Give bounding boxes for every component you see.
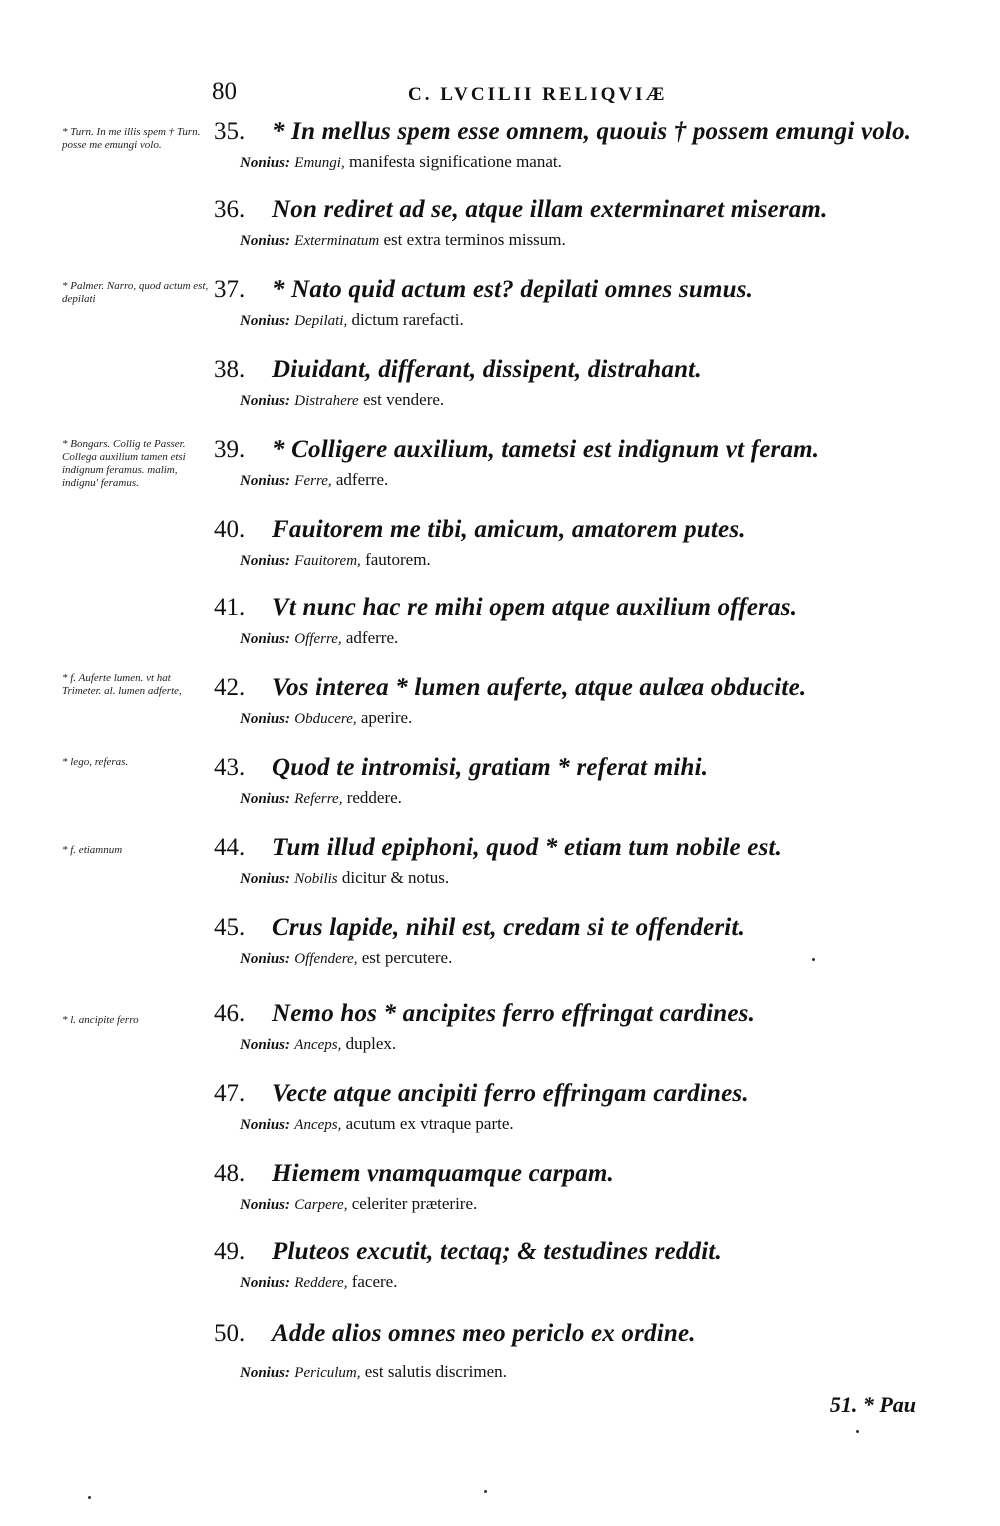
verse-text: Non rediret ad se, atque illam exterminaret miseram.: [272, 196, 828, 223]
nonius-gloss: [240, 1034, 954, 1054]
verse-text: * Nato quid actum est? depilati omnes sumus.: [272, 276, 754, 303]
gloss-lemma: Offerre,: [294, 631, 342, 647]
catchword: 51. * Pau: [829, 1392, 916, 1417]
margin-note: * Bongars. Collig te Passer. Collega auxilium tamen etsi indignum feramus. malim, indignu' feramus.: [62, 438, 186, 489]
gloss-lemma: Carpere,: [294, 1197, 348, 1213]
fragment-49: [214, 1238, 954, 1292]
gloss-text: dicitur & notus.: [341, 868, 450, 887]
nonius-gloss: [240, 948, 954, 968]
fragment-number: 49.: [214, 1238, 246, 1265]
fragment-41: [214, 594, 954, 648]
verse-text: Adde alios omnes meo periclo ex ordine.: [272, 1320, 696, 1347]
fragment-number: 42.: [214, 674, 246, 701]
fragment-40: [214, 516, 954, 570]
fragment-46: [214, 1000, 954, 1054]
verse-text: Pluteos excutit, tectaq; & testudines reddit.: [272, 1238, 722, 1265]
gloss-text: fautorem.: [365, 550, 431, 569]
fragment-number: 43.: [214, 754, 246, 781]
gloss-lemma: Emungi,: [294, 155, 345, 171]
fragment-number: 41.: [214, 594, 246, 621]
gloss-text: celeriter præterire.: [351, 1194, 478, 1213]
verse-text: Vos interea * lumen auferte, atque aulæa obducite.: [272, 674, 807, 701]
fragment-36: [214, 196, 954, 250]
gloss-text: est extra terminos missum.: [383, 230, 566, 249]
scan-speck: [88, 1496, 91, 1499]
gloss-text: aperire.: [360, 708, 413, 727]
gloss-lemma: Anceps,: [294, 1117, 342, 1133]
page-number: 80: [212, 78, 237, 105]
gloss-source: Nonius:: [240, 155, 291, 171]
verse-text: * In mellus spem esse omnem, quouis † possem emungi volo.: [272, 118, 912, 145]
nonius-gloss: [240, 868, 954, 888]
margin-note: * f. etiamnum: [62, 844, 123, 856]
gloss-lemma: Referre,: [294, 791, 343, 807]
gloss-source: Nonius:: [240, 711, 291, 727]
verse-text: Fauitorem me tibi, amicum, amatorem putes.: [272, 516, 746, 543]
gloss-text: adferre.: [345, 628, 399, 647]
verse-text: Nemo hos * ancipites ferro effringat cardines.: [272, 1000, 756, 1027]
fragment-number: 48.: [214, 1160, 246, 1187]
gloss-source: Nonius:: [240, 473, 291, 489]
verse-text: Hiemem vnamquamque carpam.: [272, 1160, 614, 1187]
scan-speck: [484, 1490, 487, 1493]
gloss-lemma: Exterminatum: [294, 233, 380, 249]
gloss-lemma: Fauitorem,: [294, 553, 361, 569]
gloss-lemma: Offendere,: [294, 951, 358, 967]
nonius-gloss: [240, 310, 954, 330]
fragment-number: 50.: [214, 1320, 246, 1347]
fragment-number: 38.: [214, 356, 246, 383]
gloss-lemma: Ferre,: [294, 473, 332, 489]
gloss-text: est percutere.: [361, 948, 453, 967]
nonius-gloss: [240, 1362, 954, 1382]
nonius-gloss: [240, 470, 954, 490]
gloss-lemma: Obducere,: [294, 711, 357, 727]
verse-text: Crus lapide, nihil est, credam si te offenderit.: [272, 914, 746, 941]
gloss-text: dictum rarefacti.: [351, 310, 464, 329]
fragment-38: [214, 356, 954, 410]
gloss-source: Nonius:: [240, 1037, 291, 1053]
gloss-source: Nonius:: [240, 1117, 291, 1133]
gloss-lemma: Reddere,: [294, 1275, 348, 1291]
verse-text: Vt nunc hac re mihi opem atque auxilium offeras.: [272, 594, 798, 621]
fragment-number: 40.: [214, 516, 246, 543]
gloss-lemma: Depilati,: [294, 313, 348, 329]
nonius-gloss: [240, 1194, 954, 1214]
margin-note: * Palmer. Narro, quod actum est, depilati: [62, 280, 209, 305]
gloss-source: Nonius:: [240, 553, 291, 569]
gloss-text: est vendere.: [362, 390, 445, 409]
fragment-47: [214, 1080, 954, 1134]
nonius-gloss: [240, 1272, 954, 1292]
gloss-lemma: Periculum,: [294, 1365, 361, 1381]
gloss-text: adferre.: [335, 470, 389, 489]
fragment-44: [214, 834, 954, 888]
gloss-source: Nonius:: [240, 631, 291, 647]
gloss-source: Nonius:: [240, 1275, 291, 1291]
nonius-gloss: [240, 1114, 954, 1134]
gloss-source: Nonius:: [240, 1365, 291, 1381]
gloss-source: Nonius:: [240, 1197, 291, 1213]
gloss-lemma: Anceps,: [294, 1037, 342, 1053]
fragment-number: 36.: [214, 196, 246, 223]
nonius-gloss: [240, 628, 954, 648]
gloss-lemma: Distrahere: [294, 393, 359, 409]
fragment-39: [214, 436, 954, 490]
fragment-43: [214, 754, 954, 808]
gloss-text: manifesta significatione manat.: [348, 152, 562, 171]
gloss-lemma: Nobilis: [294, 871, 338, 887]
verse-text: Quod te intromisi, gratiam * referat mihi.: [272, 754, 709, 781]
gloss-text: acutum ex vtraque parte.: [345, 1114, 514, 1133]
fragment-number: 35.: [214, 118, 246, 145]
gloss-source: Nonius:: [240, 313, 291, 329]
margin-note: * Turn. In me illis spem † Turn. posse me emungi volo.: [62, 126, 201, 151]
fragment-37: [214, 276, 954, 330]
nonius-gloss: [240, 390, 954, 410]
running-title: C. LVCILII RELIQVIÆ: [408, 84, 668, 105]
nonius-gloss: [240, 788, 954, 808]
fragment-42: [214, 674, 954, 728]
verse-text: Tum illud epiphoni, quod * etiam tum nobile est.: [272, 834, 783, 861]
gloss-source: Nonius:: [240, 393, 291, 409]
fragment-number: 46.: [214, 1000, 246, 1027]
fragment-35: [214, 118, 954, 172]
margin-note: * lego, referas.: [62, 756, 129, 768]
gloss-source: Nonius:: [240, 871, 291, 887]
nonius-gloss: [240, 708, 954, 728]
gloss-text: est salutis discrimen.: [364, 1362, 507, 1381]
fragment-50: [214, 1320, 954, 1382]
nonius-gloss: [240, 230, 954, 250]
fragment-number: 37.: [214, 276, 246, 303]
margin-note: * l. ancipite ferro: [62, 1014, 139, 1026]
verse-text: Vecte atque ancipiti ferro effringam cardines.: [272, 1080, 749, 1107]
verse-text: Diuidant, differant, dissipent, distrahant.: [272, 356, 702, 383]
nonius-gloss: [240, 550, 954, 570]
verse-text: * Colligere auxilium, tametsi est indignum vt feram.: [272, 436, 820, 463]
scan-speck: [812, 958, 815, 961]
gloss-source: Nonius:: [240, 951, 291, 967]
nonius-gloss: [240, 152, 954, 172]
fragment-number: 44.: [214, 834, 246, 861]
scan-speck: [856, 1430, 859, 1433]
fragment-48: [214, 1160, 954, 1214]
margin-note: * f. Auferte lumen. vt hat Trimeter. al. lumen adferte,: [62, 672, 182, 697]
page-header: [0, 78, 1000, 110]
gloss-text: duplex.: [345, 1034, 397, 1053]
gloss-source: Nonius:: [240, 233, 291, 249]
fragment-45: [214, 914, 954, 968]
fragment-number: 39.: [214, 436, 246, 463]
fragment-number: 47.: [214, 1080, 246, 1107]
fragment-number: 45.: [214, 914, 246, 941]
gloss-text: facere.: [351, 1272, 398, 1291]
gloss-text: reddere.: [346, 788, 402, 807]
gloss-source: Nonius:: [240, 791, 291, 807]
